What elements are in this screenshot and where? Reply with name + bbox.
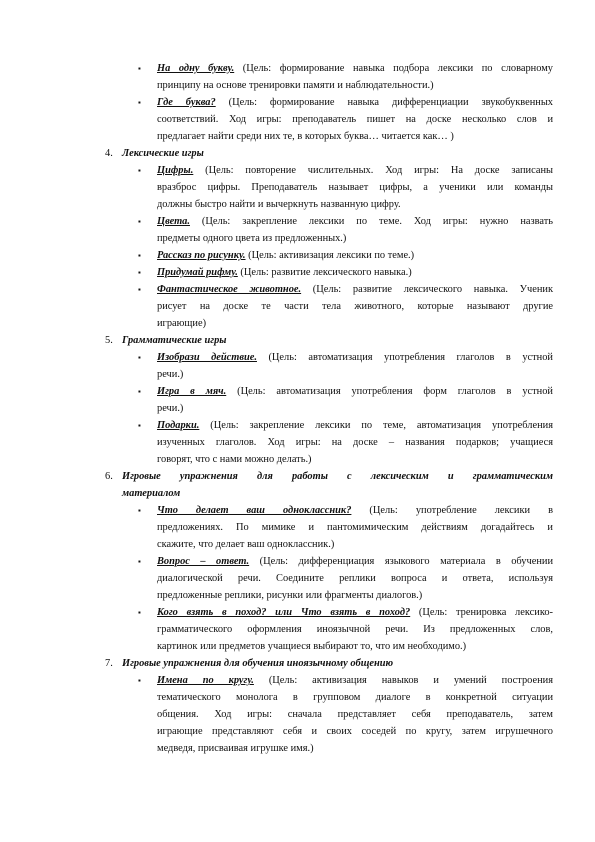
item-title: Игровые упражнения для обучения иноязычному общению (122, 658, 394, 669)
item-text: играющие представляют себя и своих соседей по кругу, затем игрушечного (157, 726, 553, 737)
list-item-line (157, 434, 553, 451)
list-item-line (157, 315, 206, 332)
item-text: соответствий. Ход игры: преподаватель пишет на доске несколько слов и (157, 114, 553, 125)
item-text: скажите, что делает ваш одноклассник.) (157, 539, 335, 550)
section-heading (122, 485, 180, 502)
item-text: (Цель: употребление лексики в (351, 505, 553, 516)
item-title: материалом (122, 488, 181, 499)
item-text: играющие) (157, 318, 207, 329)
item-text: картинок или предметов учащиеся выбирают то, что им необходимо.) (157, 641, 467, 652)
item-text: (Цель: формирование навыка подбора лексики по словарному (234, 63, 553, 74)
item-text: грамматического оформления иноязычной речи. Из предложенных слов, (157, 624, 553, 635)
item-title: Игровые упражнения для работы с лексическим и грамматическим (122, 471, 553, 482)
list-item-line (157, 179, 553, 196)
list-item-line (157, 536, 334, 553)
bullet-marker: ▪ (138, 268, 141, 277)
item-title: Где буква? (157, 97, 216, 108)
list-item-line (157, 740, 314, 757)
section-heading (122, 145, 204, 162)
item-title: Грамматические игры (122, 335, 227, 346)
bullet-marker: ▪ (138, 353, 141, 362)
item-text: (Цель: активизация лексики по теме.) (245, 250, 415, 261)
item-text: (Цель: формирование навыка дифференциации звукобуквенных (215, 97, 553, 108)
item-title: Игра в мяч. (157, 386, 227, 397)
item-title: Подарки. (157, 420, 200, 431)
bullet-marker: ▪ (138, 676, 141, 685)
bullet-marker: ▪ (138, 285, 141, 294)
bullet-marker: ▪ (138, 506, 141, 515)
item-text: (Цель: повторение числительных. Ход игры: На доске записаны (193, 165, 553, 176)
item-text: должны быстро найти и вычеркнуть названную цифру. (157, 199, 401, 210)
list-item-line (157, 604, 553, 621)
list-item-line (157, 417, 553, 434)
list-item-line (157, 196, 401, 213)
item-text: медведя, присваивая игрушке имя.) (157, 743, 314, 754)
item-text: вразброс цифры. Преподаватель называет цифры, а ученики или команды (157, 182, 553, 193)
section-heading (122, 655, 393, 672)
item-title: Лексические игры (122, 148, 204, 159)
item-title: Изобрази действие. (157, 352, 257, 363)
bullet-marker: ▪ (138, 166, 141, 175)
bullet-marker: ▪ (138, 557, 141, 566)
bullet-marker: ▪ (138, 64, 141, 73)
item-text: речи.) (157, 369, 184, 380)
item-text: изученных глаголов. Ход игры: на доске – названия подарков; учащиеся (157, 437, 553, 448)
item-text: (Цель: закрепление лексики по теме. Ход игры: нужно назвать (189, 216, 553, 227)
item-text: (Цель: закрепление лексики по теме, автоматизация употребления (199, 420, 553, 431)
item-text: рисует на доске те части тела животного, которые называют другие (157, 301, 553, 312)
item-text: предлагает найти среди них те, в которых буква… читается как… ) (157, 131, 454, 142)
list-item-line (157, 230, 346, 247)
list-item-line (157, 706, 553, 723)
list-item-line (157, 689, 553, 706)
item-title: На одну букву. (157, 63, 235, 74)
list-item-line (157, 400, 183, 417)
list-item-line (157, 502, 553, 519)
item-title: Имена по кругу. (157, 675, 254, 686)
item-text: принципу на основе тренировки памяти и наблюдательности.) (157, 80, 434, 91)
list-item-line (157, 451, 312, 468)
bullet-marker: ▪ (138, 217, 141, 226)
section-number: 5. (105, 335, 113, 346)
item-text: (Цель: дифференциация языкового материала в обучении (249, 556, 554, 567)
item-text: диалогической речи. Соедините реплики вопроса и ответа, используя (157, 573, 553, 584)
item-text: предложенные реплики, рисунки или фрагменты диалогов.) (157, 590, 423, 601)
list-item-line (157, 128, 454, 145)
list-item-line (157, 621, 553, 638)
item-text: речи.) (157, 403, 184, 414)
list-item-line (157, 723, 553, 740)
item-title: Цвета. (157, 216, 190, 227)
item-title: Фантастическое животное. (157, 284, 302, 295)
list-item-line (157, 77, 434, 94)
list-item-line (157, 94, 553, 111)
list-item-line (157, 553, 553, 570)
bullet-marker: ▪ (138, 421, 141, 430)
list-item-line (157, 298, 553, 315)
section-number: 4. (105, 148, 113, 159)
bullet-marker: ▪ (138, 98, 141, 107)
item-title: Цифры. (157, 165, 194, 176)
section-heading (122, 332, 226, 349)
item-text: (Цель: автоматизация употребления форм глаголов в устной (226, 386, 553, 397)
item-text: (Цель: тренировка лексико- (410, 607, 553, 618)
list-item-line (157, 366, 183, 383)
item-title: Придумай рифму. (157, 267, 238, 278)
list-item-line (157, 519, 553, 536)
bullet-marker: ▪ (138, 387, 141, 396)
list-item-line (157, 587, 422, 604)
list-item-line (157, 162, 553, 179)
bullet-marker: ▪ (138, 251, 141, 260)
list-item-line (157, 281, 553, 298)
section-number: 6. (105, 471, 113, 482)
item-text: говорят, что с нами можно делать.) (157, 454, 312, 465)
item-text: (Цель: развитие лексического навыка. Ученик (301, 284, 554, 295)
bullet-marker: ▪ (138, 608, 141, 617)
item-title: Вопрос – ответ. (157, 556, 250, 567)
list-item-line (157, 213, 553, 230)
item-title: Что делает ваш одноклассник? (157, 505, 352, 516)
list-item-line (157, 111, 553, 128)
item-text: (Цель: активизация навыков и умений построения (253, 675, 553, 686)
list-item-line (157, 264, 412, 281)
item-title: Рассказ по рисунку. (157, 250, 246, 261)
item-text: (Цель: автоматизация употребления глаголов в устной (256, 352, 553, 363)
item-text: предложениях. По мимике и пантомимическим действиям догадайтесь и (157, 522, 553, 533)
item-text: тематического монолога в групповом диалоге в конкретной ситуации (157, 692, 553, 703)
section-number: 7. (105, 658, 113, 669)
list-item-line (157, 349, 553, 366)
section-heading (122, 468, 553, 485)
list-item-line (157, 570, 553, 587)
item-text: (Цель: развитие лексического навыка.) (237, 267, 412, 278)
list-item-line (157, 672, 553, 689)
list-item-line (157, 247, 414, 264)
list-item-line (157, 638, 466, 655)
list-item-line (157, 60, 553, 77)
item-title: Кого взять в поход? или Что взять в поход? (157, 607, 411, 618)
list-item-line (157, 383, 553, 400)
item-text: предметы одного цвета из предложенных.) (157, 233, 347, 244)
item-text: общения. Ход игры: сначала представляет себя преподаватель, затем (157, 709, 553, 720)
